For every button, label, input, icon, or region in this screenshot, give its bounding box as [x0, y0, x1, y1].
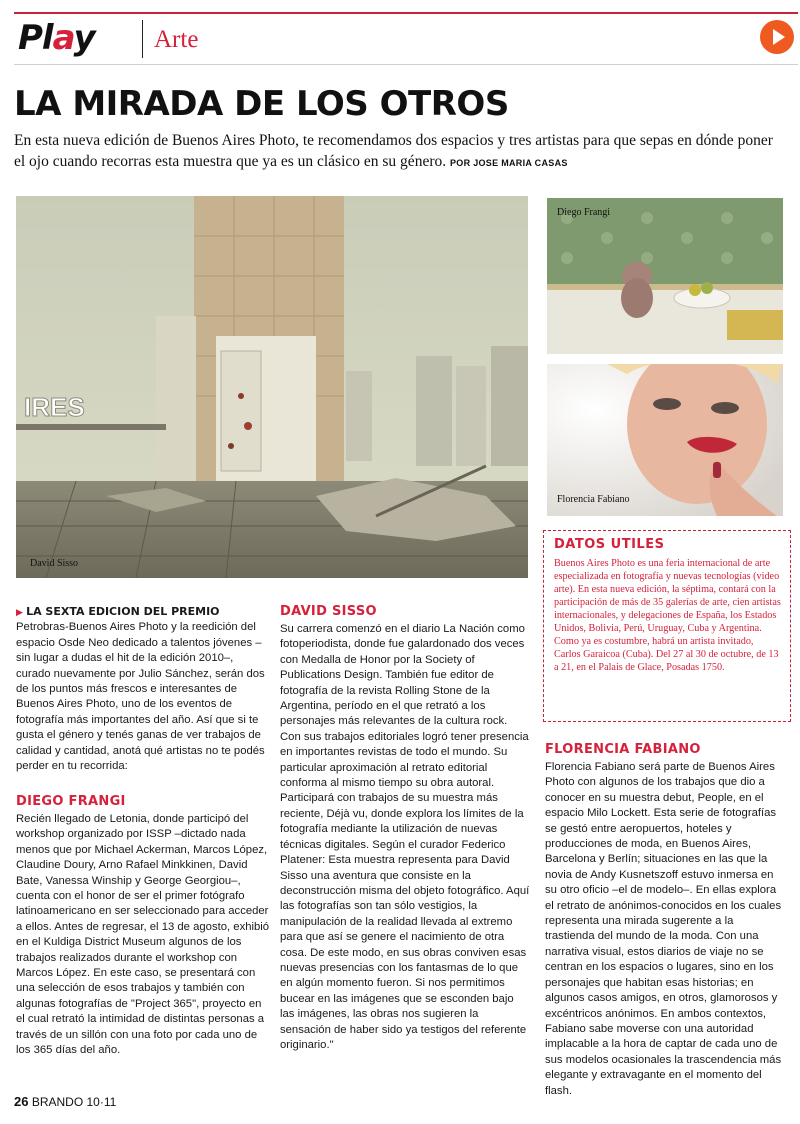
section-label: Arte: [154, 26, 199, 53]
intro-text: Petrobras-Buenos Aires Photo y la reedición del espacio Osde Neo dedicado a talentos jóvenes –sin lugar a dudas el hit de la edición 2010–, curado nuevamente por Julio Sánchez, serán dos de los puntos más frescos e interesantes de Buenos Aires Photo, uno de los eventos de fotografía más importantes del año. Así que si te gusta el género y tenés ganas de ver trabajos de calidad y cantidad, anotá qué artistas no te podés perder en tu recorrida:: [16, 621, 265, 773]
photo-david-sisso: [16, 196, 528, 578]
datos-utiles-box: [543, 530, 791, 722]
magazine-issue: BRANDO 10·11: [31, 1095, 117, 1109]
subhead-david-sisso: DAVID SISSO: [280, 604, 377, 619]
datos-utiles-dates: Del 27 al 30 de octubre, de 13 a 21, en el Palais de Glace, Posadas 1750.: [554, 649, 779, 673]
lead-paragraph: [14, 130, 774, 174]
datos-utiles-title: DATOS UTILES: [554, 537, 665, 552]
intro-lead-in: LA SEXTA EDICION DEL PREMIO: [26, 605, 220, 618]
page-number: 26: [14, 1094, 29, 1109]
header-divider: [142, 20, 143, 58]
byline: POR JOSE MARIA CASAS: [449, 158, 568, 168]
photo-diego-frangi: [547, 198, 783, 354]
section-header: [14, 12, 798, 65]
intro-paragraph: [16, 604, 270, 774]
body-florencia-fabiano: Florencia Fabiano será parte de Buenos Aires Photo con algunos de los trabajos que dio a conocer en su muestra debut, People, en el espacio Milo Lockett. Esta serie de fotografías se gestó entre aeropuertos, hoteles y producciones de moda, en Buenos Aires, Barcelona y Berlín; situaciones en las que la novia de Andy Kusnetszoff estuvo inmersa en su otro oficio –el de modelo–. En ellas explora el retrato de anónimos-conocidos en los cuales representa una mirada sugerente a la trastienda del mundo de la moda. Con una narrativa visual, estos diarios de viaje no se centran en los espacios o lugares, sino en los personajes que habitan esas historias; en algunos casos amigos, en otros, glamorosos y excéntricos anónimos. En ambos contextos, Fabiano sabe moverse con una autoridad implacable a la hora de captar de cada uno de sus modelos ocasionales la trascendencia más elegante y extravagante en el momento del flash.: [545, 761, 782, 1097]
page-title: LA MIRADA DE LOS OTROS: [14, 84, 509, 124]
body-diego-frangi: Recién llegado de Letonia, donde participó del workshop organizado por ISSP –dictado nada menos que por Michael Ackerman, Marcos López, Claudine Doury, Arno Rafael Minkkinen, David Bate, Vanessa Winship y George Georgiou–, cuenta con el honor de ser el primer fotógrafo latinoamericano en ser seleccionado para acceder a ellos. Antes de regresar, el 13 de agosto, exhibió en el Kuldiga District Museum algunos de los trabajos realizados durante el workshop con Marcos López. En este caso, se presentará con una selección de esos trabajos y también con algunas fotografías de "Project 365", proyecto en el cual retrató la intimidad de distintas personas a través de un sillón con una foto por cada uno de los 365 días del año.: [16, 813, 270, 1057]
lead-text: En esta nueva edición de Buenos Aires Photo, te recomendamos dos espacios y tres artistas para que sepas en dónde poner el ojo cuando recorras esta muestra que ya es un clásico en su género.: [14, 132, 773, 170]
caption-diego-frangi: Diego Frangi: [557, 207, 611, 218]
caption-florencia-fabiano: Florencia Fabiano: [557, 494, 630, 505]
datos-utiles-text: [554, 557, 782, 674]
page-footer: [14, 1094, 116, 1109]
svg-text:IRES: IRES: [24, 392, 85, 422]
subhead-florencia-fabiano: FLORENCIA FABIANO: [545, 742, 701, 757]
photo-florencia-fabiano: [547, 364, 783, 516]
play-logo: Play: [18, 18, 95, 58]
arrow-icon: ▶: [16, 607, 23, 617]
datos-utiles-body: Buenos Aires Photo es una feria internacional de arte especializada en fotografía y nuevas tecnologías (video arte). En esta nueva edición, la séptima, contará con la participación de más de 35 galerías de arte, cien artistas internacionales, y delegaciones de España, los Estados Unidos, Bolivia, Perú, Uruguay, Cuba y Argentina. Como ya es costumbre, habrá un artista invitado, Carlos Garaicoa (Cuba).: [554, 558, 781, 660]
body-david-sisso: Su carrera comenzó en el diario La Nación como fotoperiodista, donde fue galardonado dos veces con Medalla de Honor por la Society of Publications Design. También fue editor de fotografía de la revista Rolling Stone de la Argentina, período en el que retrató a los personajes más relevantes de la cultura rock. Con sus trabajos editoriales logró tener presencia en importantes revistas de todo el mundo. Su particular aproximación al retrato editorial conforma al mismo tiempo su obra autoral. Participará con trabajos de su muestra más reciente, Déjà vu, donde explora los límites de la fotografía mediante la utilización de nuevas técnicas digitales. Según el curador Federico Platener: Esta muestra representa para David Sisso una aventura que consiste en la deconstrucción misma del objeto fotográfico. Aquí las fotografías son tan sólo vestigios, la manipulación de la realidad llevada al extremo para que así se genere el nacimiento de otra cosa. De este modo, en sus obras conviven esas nuevas presencias con los fantasmas de lo que en algún momento fueron. Si nos permitimos bucear en las imágenes que se esconden bajo las imágenes, las obras nos sugieren la sensación de haber sido ya testigos del referente originario.": [280, 623, 530, 1051]
play-icon[interactable]: [760, 20, 794, 54]
caption-david-sisso: David Sisso: [30, 558, 79, 569]
subhead-diego-frangi: DIEGO FRANGI: [16, 794, 126, 809]
